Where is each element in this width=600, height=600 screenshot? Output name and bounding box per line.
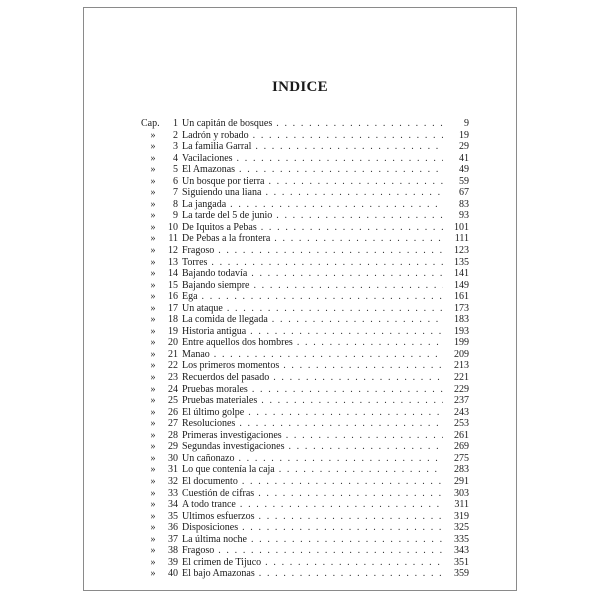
ditto-mark: » bbox=[150, 418, 156, 430]
chapter-title: El bajo Amazonas bbox=[182, 568, 255, 580]
chapter-title: Recuerdos del pasado bbox=[182, 372, 270, 384]
page-number: 343 bbox=[454, 545, 469, 557]
ditto-mark: » bbox=[150, 210, 156, 222]
ditto-mark: » bbox=[150, 348, 156, 360]
page-number: 291 bbox=[454, 475, 469, 487]
page-number: 303 bbox=[454, 487, 469, 499]
page-number: 213 bbox=[454, 360, 469, 372]
toc-entry bbox=[141, 522, 469, 534]
dot-leader bbox=[242, 476, 443, 488]
toc-entry bbox=[141, 430, 469, 442]
toc-entry bbox=[141, 245, 469, 257]
page-number: 9 bbox=[464, 118, 469, 129]
chapter-number: 21 bbox=[168, 348, 178, 360]
toc-entry bbox=[141, 441, 469, 453]
chapter-title: Disposiciones bbox=[182, 522, 239, 534]
page-number: 199 bbox=[454, 337, 469, 349]
ditto-mark: » bbox=[150, 152, 156, 164]
ditto-mark: » bbox=[150, 314, 156, 326]
toc-entry bbox=[141, 499, 469, 511]
ditto-mark: » bbox=[150, 291, 156, 303]
chapter-title: El Amazonas bbox=[182, 164, 236, 176]
chapter-number: 31 bbox=[168, 464, 178, 476]
dot-leader bbox=[265, 187, 443, 199]
page-number: 19 bbox=[459, 129, 469, 141]
chapter-title: Cuestión de cifras bbox=[182, 487, 255, 499]
chapter-title: Lo que contenía la caja bbox=[182, 464, 275, 476]
ditto-mark: » bbox=[150, 360, 156, 372]
toc-entry bbox=[141, 303, 469, 315]
toc-entry bbox=[141, 130, 469, 142]
chapter-title: Pruebas morales bbox=[182, 383, 248, 395]
dot-leader bbox=[253, 130, 443, 142]
chapter-title: La jangada bbox=[182, 198, 227, 210]
chapter-number: 18 bbox=[168, 314, 178, 326]
chapter-number: 13 bbox=[168, 256, 178, 268]
dot-leader bbox=[251, 534, 443, 546]
page-number: 183 bbox=[454, 314, 469, 326]
ditto-mark: » bbox=[150, 325, 156, 337]
chapter-number: 7 bbox=[173, 187, 178, 199]
chapter-number: 11 bbox=[168, 233, 178, 245]
chapter-title: El documento bbox=[182, 475, 238, 487]
chapter-title: Fragoso bbox=[182, 545, 215, 557]
ditto-mark: » bbox=[150, 395, 156, 407]
page-number: 253 bbox=[454, 418, 469, 430]
ditto-mark: » bbox=[150, 372, 156, 384]
toc-entry bbox=[141, 545, 469, 557]
ditto-mark: » bbox=[150, 475, 156, 487]
chapter-number: 17 bbox=[168, 302, 178, 314]
ditto-mark: » bbox=[150, 533, 156, 545]
dot-leader bbox=[297, 337, 443, 349]
page-number: 135 bbox=[454, 256, 469, 268]
chapter-number: 15 bbox=[168, 279, 178, 291]
dot-leader bbox=[259, 568, 443, 580]
chapter-title: La familia Garral bbox=[182, 141, 252, 153]
chapter-title: Primeras investigaciones bbox=[182, 429, 282, 441]
ditto-mark: » bbox=[150, 464, 156, 476]
chapter-title: A todo trance bbox=[182, 499, 236, 511]
ditto-mark: » bbox=[150, 522, 156, 534]
dot-leader bbox=[259, 511, 444, 523]
page-number: 173 bbox=[454, 302, 469, 314]
dot-leader bbox=[218, 545, 443, 557]
chapter-number: 35 bbox=[168, 510, 178, 522]
page-number: 111 bbox=[454, 233, 469, 245]
dot-leader bbox=[252, 384, 443, 396]
page-number: 229 bbox=[454, 383, 469, 395]
page-number: 67 bbox=[459, 187, 469, 199]
chapter-number: 12 bbox=[168, 245, 178, 257]
toc-entry bbox=[141, 534, 469, 546]
dot-leader bbox=[279, 464, 443, 476]
chapter-number: 6 bbox=[173, 175, 178, 187]
page-number: 269 bbox=[454, 441, 469, 453]
ditto-mark: » bbox=[150, 233, 156, 245]
toc-entry bbox=[141, 568, 469, 580]
toc-entry bbox=[141, 418, 469, 430]
page-number: 49 bbox=[459, 164, 469, 176]
page-number: 319 bbox=[454, 510, 469, 522]
chapter-title: Ladrón y robado bbox=[182, 129, 249, 141]
dot-leader bbox=[276, 118, 443, 130]
page-number: 237 bbox=[454, 395, 469, 407]
ditto-mark: » bbox=[150, 452, 156, 464]
toc-entry bbox=[141, 222, 469, 234]
page-number: 359 bbox=[454, 568, 469, 580]
chapter-title: Bajando siempre bbox=[182, 279, 250, 291]
dot-leader bbox=[237, 153, 443, 165]
dot-leader bbox=[276, 210, 443, 222]
toc-entry bbox=[141, 233, 469, 245]
chapter-number: 40 bbox=[168, 568, 178, 580]
toc-entry bbox=[141, 141, 469, 153]
ditto-mark: » bbox=[150, 556, 156, 568]
ditto-mark: » bbox=[150, 302, 156, 314]
chapter-title: La última noche bbox=[182, 533, 247, 545]
page-number: 149 bbox=[454, 279, 469, 291]
toc-entry bbox=[141, 511, 469, 523]
page-number: 193 bbox=[454, 325, 469, 337]
dot-leader bbox=[265, 557, 443, 569]
chapter-title: Segundas investigaciones bbox=[182, 441, 285, 453]
page-number: 141 bbox=[454, 268, 469, 280]
chapter-number: 16 bbox=[168, 291, 178, 303]
chapter-number: 29 bbox=[168, 441, 178, 453]
dot-leader bbox=[261, 222, 443, 234]
chapter-number: 25 bbox=[168, 395, 178, 407]
page-number: 283 bbox=[454, 464, 469, 476]
toc-entry bbox=[141, 314, 469, 326]
dot-leader bbox=[211, 257, 443, 269]
toc-entry bbox=[141, 268, 469, 280]
chapter-title: El último golpe bbox=[182, 406, 245, 418]
dot-leader bbox=[242, 522, 443, 534]
ditto-mark: » bbox=[150, 510, 156, 522]
chapter-title: De Iquitos a Pebas bbox=[182, 221, 257, 233]
page-number: 311 bbox=[454, 499, 469, 511]
ditto-mark: » bbox=[150, 221, 156, 233]
dot-leader bbox=[202, 291, 443, 303]
ditto-mark: » bbox=[150, 164, 156, 176]
ditto-mark: » bbox=[150, 499, 156, 511]
page-number: 161 bbox=[454, 291, 469, 303]
chapter-number: 33 bbox=[168, 487, 178, 499]
page-number: 209 bbox=[454, 348, 469, 360]
toc-entry bbox=[141, 476, 469, 488]
chapter-number: 19 bbox=[168, 325, 178, 337]
toc-entry bbox=[141, 210, 469, 222]
dot-leader bbox=[258, 488, 443, 500]
chapter-number: 27 bbox=[168, 418, 178, 430]
toc-entry bbox=[141, 187, 469, 199]
page-number: 101 bbox=[454, 221, 469, 233]
toc-entry bbox=[141, 326, 469, 338]
chapter-number: 32 bbox=[168, 475, 178, 487]
page-number: 93 bbox=[459, 210, 469, 222]
toc-entry bbox=[141, 372, 469, 384]
ditto-mark: » bbox=[150, 441, 156, 453]
toc-entry bbox=[141, 488, 469, 500]
chapter-title: Bajando todavía bbox=[182, 268, 248, 280]
chapter-title: Los primeros momentos bbox=[182, 360, 280, 372]
dot-leader bbox=[239, 164, 443, 176]
ditto-mark: » bbox=[150, 337, 156, 349]
ditto-mark: » bbox=[150, 279, 156, 291]
dot-leader bbox=[255, 141, 443, 153]
ditto-mark: » bbox=[150, 198, 156, 210]
chapter-number: 34 bbox=[168, 499, 178, 511]
chapter-number: 2 bbox=[173, 129, 178, 141]
page-number: 325 bbox=[454, 522, 469, 534]
chapter-number: 37 bbox=[168, 533, 178, 545]
dot-leader bbox=[253, 280, 443, 292]
chapter-title: Ultimos esfuerzos bbox=[182, 510, 255, 522]
page-number: 351 bbox=[454, 556, 469, 568]
page-title: INDICE bbox=[272, 79, 328, 95]
ditto-mark: » bbox=[150, 545, 156, 557]
chapter-title: La tarde del 5 de junio bbox=[182, 210, 273, 222]
dot-leader bbox=[248, 407, 443, 419]
dot-leader bbox=[230, 199, 443, 211]
ditto-mark: » bbox=[150, 383, 156, 395]
chapter-title: Un capitán de bosques bbox=[182, 118, 273, 129]
toc-entry bbox=[141, 337, 469, 349]
chapter-title: Pruebas materiales bbox=[182, 395, 258, 407]
toc-entry bbox=[141, 153, 469, 165]
chapter-number: 36 bbox=[168, 522, 178, 534]
chapter-title: Vacilaciones bbox=[182, 152, 233, 164]
ditto-mark: » bbox=[150, 187, 156, 199]
chapter-number: 38 bbox=[168, 545, 178, 557]
toc-entry bbox=[141, 407, 469, 419]
dot-leader bbox=[283, 360, 443, 372]
chapter-number: 1 bbox=[173, 118, 178, 129]
book-page bbox=[83, 7, 517, 591]
dot-leader bbox=[218, 245, 443, 257]
ditto-mark: » bbox=[150, 429, 156, 441]
chapter-number: 4 bbox=[173, 152, 178, 164]
ditto-mark: » bbox=[150, 141, 156, 153]
dot-leader bbox=[238, 453, 443, 465]
page-number: 29 bbox=[459, 141, 469, 153]
chapter-title: La comida de llegada bbox=[182, 314, 268, 326]
chapter-number: 24 bbox=[168, 383, 178, 395]
page-number: 123 bbox=[454, 245, 469, 257]
chapter-number: 9 bbox=[173, 210, 178, 222]
ditto-mark: » bbox=[150, 268, 156, 280]
dot-leader bbox=[272, 314, 443, 326]
chapter-title: Manao bbox=[182, 348, 210, 360]
chapter-number: 8 bbox=[173, 198, 178, 210]
toc-entry bbox=[141, 176, 469, 188]
ditto-mark: » bbox=[150, 129, 156, 141]
page-number: 221 bbox=[454, 372, 469, 384]
toc-entry bbox=[141, 291, 469, 303]
chapter-title: Entre aquellos dos hombres bbox=[182, 337, 293, 349]
dot-leader bbox=[288, 441, 443, 453]
dot-leader bbox=[214, 349, 443, 361]
chapter-number: 28 bbox=[168, 429, 178, 441]
chapter-number: 39 bbox=[168, 556, 178, 568]
page-number: 243 bbox=[454, 406, 469, 418]
toc-entry bbox=[141, 349, 469, 361]
ditto-mark: » bbox=[150, 245, 156, 257]
toc-entry bbox=[141, 118, 469, 130]
dot-leader bbox=[261, 395, 443, 407]
chapter-number: 26 bbox=[168, 406, 178, 418]
chapter-title: Fragoso bbox=[182, 245, 215, 257]
toc-entry bbox=[141, 257, 469, 269]
dot-leader bbox=[227, 303, 443, 315]
chapter-title: Un cañonazo bbox=[182, 452, 235, 464]
toc-entry bbox=[141, 280, 469, 292]
chapter-title: Siguiendo una liana bbox=[182, 187, 262, 199]
chapter-title: Historia antigua bbox=[182, 325, 247, 337]
dot-leader bbox=[273, 372, 443, 384]
chapter-title: Resoluciones bbox=[182, 418, 236, 430]
chapter-title: Un bosque por tierra bbox=[182, 175, 265, 187]
chapter-title: El crimen de Tijuco bbox=[182, 556, 262, 568]
dot-leader bbox=[239, 418, 443, 430]
chapter-number: 10 bbox=[168, 221, 178, 233]
chapter-number: 14 bbox=[168, 268, 178, 280]
toc-entry bbox=[141, 453, 469, 465]
page-number: 335 bbox=[454, 533, 469, 545]
ditto-mark: » bbox=[150, 487, 156, 499]
page-number: 275 bbox=[454, 452, 469, 464]
chapter-prefix-label: Cap. bbox=[141, 118, 160, 129]
toc-entry bbox=[141, 164, 469, 176]
page-number: 41 bbox=[459, 152, 469, 164]
chapter-number: 30 bbox=[168, 452, 178, 464]
toc-entry bbox=[141, 464, 469, 476]
page-number: 261 bbox=[454, 429, 469, 441]
page-number: 59 bbox=[459, 175, 469, 187]
toc-entry bbox=[141, 395, 469, 407]
dot-leader bbox=[250, 326, 443, 338]
chapter-title: Ega bbox=[182, 291, 198, 303]
toc-entry bbox=[141, 199, 469, 211]
toc-entry bbox=[141, 360, 469, 372]
dot-leader bbox=[251, 268, 443, 280]
dot-leader bbox=[286, 430, 443, 442]
ditto-mark: » bbox=[150, 175, 156, 187]
ditto-mark: » bbox=[150, 256, 156, 268]
ditto-mark: » bbox=[150, 568, 156, 580]
ditto-mark: » bbox=[150, 406, 156, 418]
table-of-contents bbox=[141, 118, 469, 580]
chapter-title: Un ataque bbox=[182, 302, 223, 314]
chapter-number: 3 bbox=[173, 141, 178, 153]
dot-leader bbox=[240, 499, 443, 511]
toc-entry bbox=[141, 384, 469, 396]
chapter-number: 20 bbox=[168, 337, 178, 349]
chapter-number: 23 bbox=[168, 372, 178, 384]
chapter-number: 22 bbox=[168, 360, 178, 372]
chapter-number: 5 bbox=[173, 164, 178, 176]
dot-leader bbox=[268, 176, 443, 188]
toc-entry bbox=[141, 557, 469, 569]
dot-leader bbox=[274, 233, 443, 245]
page-number: 83 bbox=[459, 198, 469, 210]
chapter-title: Torres bbox=[182, 256, 208, 268]
chapter-title: De Pebas a la frontera bbox=[182, 233, 271, 245]
